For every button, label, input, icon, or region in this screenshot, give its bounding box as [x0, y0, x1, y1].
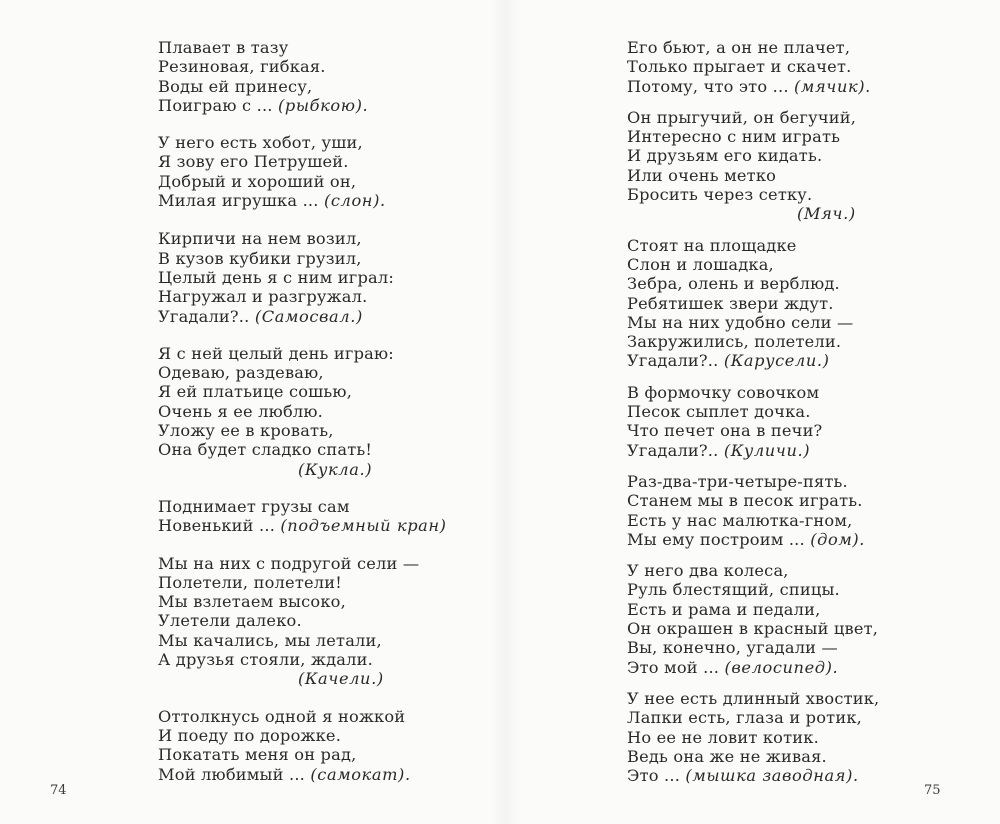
- riddle-stanza: [627, 108, 927, 224]
- riddle-answer: (слон).: [323, 191, 386, 211]
- riddle-line: Добрый и хороший он,: [158, 171, 357, 191]
- riddle-last-line-text: Это мой ...: [627, 657, 725, 677]
- riddle-line: Закружились, полетели.: [627, 332, 842, 352]
- riddle-line: Очень я ее люблю.: [158, 401, 324, 421]
- riddle-last-line-text: Это ...: [627, 766, 686, 786]
- riddle-answer: (подъемный кран): [280, 516, 447, 536]
- riddle-answer: (Карусели.): [723, 351, 830, 371]
- riddle-line: Бросить через сетку.: [627, 185, 813, 205]
- riddle-line: Его бьют, а он не плачет,: [627, 38, 851, 57]
- riddle-stanza: [158, 344, 488, 479]
- riddle-last-line: [627, 530, 927, 549]
- riddle-stanza: [158, 133, 488, 210]
- riddle-last-line: [158, 307, 488, 326]
- riddle-line: У нее есть длинный хвостик,: [627, 688, 880, 708]
- riddle-line: Или очень метко: [627, 165, 777, 185]
- riddle-line: Ребятишек звери ждут.: [627, 293, 834, 313]
- riddle-line: Интересно с ним играть: [627, 127, 841, 147]
- riddle-line: Покатать меня он рад,: [158, 745, 357, 765]
- riddle-line: Но ее не ловит котик.: [627, 727, 819, 747]
- riddle-line: Резиновая, гибкая.: [158, 57, 326, 77]
- riddle-stanza: [627, 38, 927, 96]
- riddle-line: Зебра, олень и верблюд.: [627, 274, 840, 294]
- riddle-answer-line: [158, 669, 488, 688]
- riddle-last-line: [627, 658, 927, 677]
- riddle-line: У него есть хобот, уши,: [158, 133, 363, 153]
- riddle-answer: (Самосвал.): [254, 306, 363, 326]
- riddle-last-line: [158, 191, 488, 210]
- riddle-line: Ведь она же не живая.: [627, 746, 827, 766]
- riddle-line: В кузов кубики грузил,: [158, 248, 362, 268]
- riddle-last-line-text: Милая игрушка ...: [158, 191, 324, 211]
- riddle-line: Мы качались, мы летали,: [158, 630, 382, 650]
- riddle-answer: (Качели.): [298, 669, 384, 689]
- riddle-stanza: [158, 707, 488, 784]
- riddle-line: Я ей платьице сошью,: [158, 382, 353, 402]
- riddle-line: Улетели далеко.: [158, 611, 302, 631]
- riddle-line: Мы взлетаем высоко,: [158, 592, 346, 612]
- riddle-answer: (дом).: [810, 529, 866, 549]
- riddle-line: И поеду по дорожке.: [158, 725, 342, 745]
- riddle-line: Станем мы в песок играть.: [627, 491, 863, 511]
- riddle-answer-line: [627, 204, 927, 223]
- riddle-line: Плавает в тазу: [158, 38, 289, 57]
- riddle-line: Есть и рама и педали,: [627, 599, 821, 619]
- riddle-answer-line: [158, 460, 488, 479]
- riddle-last-line-text: Угадали?..: [627, 351, 724, 371]
- riddle-line: Нагружал и разгружал.: [158, 287, 368, 307]
- riddle-stanza: [627, 472, 927, 549]
- riddle-line: Слон и лошадка,: [627, 254, 774, 274]
- page-number-right: 75: [924, 783, 941, 798]
- riddle-line: Стоят на площадке: [627, 235, 797, 255]
- riddle-stanza: [627, 689, 927, 785]
- riddle-stanza: [627, 383, 927, 460]
- riddle-stanza: [158, 554, 488, 689]
- riddle-line: Оттолкнусь одной я ножкой: [158, 706, 406, 726]
- riddle-line: Она будет сладко спать!: [158, 440, 373, 460]
- book-gutter: [490, 0, 520, 824]
- riddle-line: Руль блестящий, спицы.: [627, 580, 840, 600]
- riddle-line: Песок сыплет дочка.: [627, 402, 811, 422]
- riddle-last-line-text: Угадали?..: [158, 306, 255, 326]
- riddle-line: В формочку совочком: [627, 382, 820, 402]
- riddle-line: Раз-два-три-четыре-пять.: [627, 471, 848, 491]
- riddle-answer: (рыбкою).: [277, 95, 369, 115]
- page-number-left: 74: [50, 783, 67, 798]
- riddle-line: Одеваю, раздеваю,: [158, 363, 324, 383]
- riddle-stanza: [158, 38, 488, 115]
- riddle-stanza: [158, 229, 488, 325]
- riddle-last-line: [627, 441, 927, 460]
- riddle-line: Я зову его Петрушей.: [158, 152, 349, 172]
- riddle-last-line-text: Мой любимый ...: [158, 764, 311, 784]
- riddle-last-line: [158, 96, 488, 115]
- riddle-last-line-text: Угадали?..: [627, 440, 724, 460]
- riddle-last-line-text: Новенький ...: [158, 516, 281, 536]
- riddle-line: Лапки есть, глаза и ротик,: [627, 708, 862, 728]
- riddle-line: Вы, конечно, угадали —: [627, 638, 838, 658]
- riddle-line: Мы на них удобно сели —: [627, 312, 854, 332]
- riddle-answer: (Куличи.): [723, 440, 811, 460]
- riddle-last-line-text: Мы ему построим ...: [627, 529, 811, 549]
- riddle-last-line-text: Поиграю с ...: [158, 95, 278, 115]
- riddle-last-line: [627, 351, 927, 370]
- right-page-column: [627, 38, 927, 785]
- riddle-line: Целый день я с ним играл:: [158, 267, 394, 287]
- riddle-last-line: [627, 77, 927, 96]
- riddle-last-line: [158, 516, 488, 535]
- riddle-answer: (мячик).: [794, 76, 871, 96]
- riddle-last-line: [627, 766, 927, 785]
- riddle-line: Уложу ее в кровать,: [158, 421, 334, 441]
- riddle-line: У него два колеса,: [627, 561, 789, 581]
- riddle-line: Воды ей принесу,: [158, 76, 313, 96]
- riddle-line: Он окрашен в красный цвет,: [627, 619, 879, 639]
- riddle-line: А друзья стояли, ждали.: [158, 650, 373, 670]
- riddle-stanza: [158, 497, 488, 536]
- riddle-line: Мы на них с подругой сели —: [158, 553, 420, 573]
- riddle-answer: (Мяч.): [797, 204, 856, 224]
- riddle-stanza: [627, 561, 927, 677]
- riddle-line: Есть у нас малютка-гном,: [627, 510, 853, 530]
- riddle-line: Только прыгает и скачет.: [627, 57, 852, 77]
- left-page-column: [158, 38, 488, 784]
- riddle-line: Поднимает грузы сам: [158, 496, 350, 516]
- riddle-line: Полетели, полетели!: [158, 572, 342, 592]
- riddle-answer: (самокат).: [310, 764, 411, 784]
- riddle-line: Он прыгучий, он бегучий,: [627, 107, 857, 127]
- riddle-answer: (мышка заводная).: [685, 766, 859, 786]
- riddle-last-line: [158, 765, 488, 784]
- riddle-last-line-text: Потому, что это ...: [627, 76, 795, 96]
- riddle-line: И друзьям его кидать.: [627, 146, 823, 166]
- riddle-answer: (велосипед).: [724, 657, 839, 677]
- riddle-line: Кирпичи на нем возил,: [158, 229, 362, 249]
- riddle-line: Что печет она в печи?: [627, 421, 823, 441]
- riddle-stanza: [627, 236, 927, 371]
- riddle-line: Я с ней целый день играю:: [158, 343, 394, 363]
- riddle-answer: (Кукла.): [298, 459, 373, 479]
